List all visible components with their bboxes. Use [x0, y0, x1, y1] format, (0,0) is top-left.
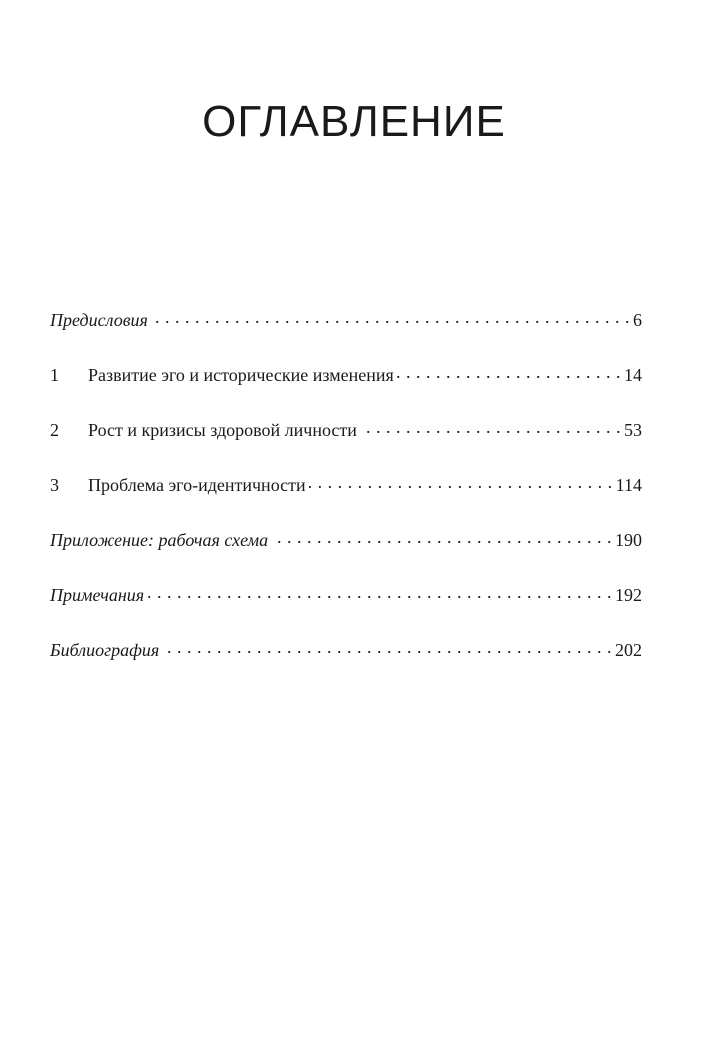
toc-entry-page: 114 — [615, 475, 642, 495]
toc-entry-number: 1 — [50, 365, 59, 385]
dot-leader — [162, 637, 612, 657]
toc-heading: ОГЛАВЛЕНИЕ — [202, 97, 506, 146]
dot-leader — [360, 417, 621, 437]
toc-entry-number: 2 — [50, 420, 59, 440]
toc-entry-page: 190 — [615, 530, 642, 550]
toc-entry-page: 14 — [624, 365, 642, 385]
toc-entry-chapter-1 — [50, 355, 642, 410]
toc-entry-chapter-3 — [50, 465, 642, 520]
dot-leader — [147, 582, 612, 602]
toc-entry-number: 3 — [50, 475, 59, 495]
toc-entry-page: 53 — [624, 420, 642, 440]
toc-entry-title: Приложение: рабочая схема — [50, 530, 269, 550]
dot-leader — [271, 527, 612, 547]
toc-entry-page: 202 — [615, 640, 642, 660]
toc-entry-title: Рост и кризисы здоровой личности — [88, 420, 357, 440]
toc-entry-title: Развитие эго и исторические изменения — [88, 365, 394, 385]
dot-leader — [151, 307, 630, 327]
dot-leader — [397, 362, 621, 382]
toc-list — [50, 300, 642, 685]
toc-entry-title: Примечания — [50, 585, 145, 605]
toc-entry-title: Предисловия — [50, 310, 148, 330]
dot-leader — [309, 472, 613, 492]
toc-entry-title: Проблема эго-идентичности — [88, 475, 306, 495]
toc-entry-bibliography — [50, 630, 642, 685]
toc-entry-appendix — [50, 520, 642, 575]
toc-entry-page: 6 — [633, 310, 642, 330]
toc-entry-page: 192 — [615, 585, 642, 605]
toc-entry-notes — [50, 575, 642, 630]
toc-entry-prefaces — [50, 300, 642, 355]
toc-entry-title: Библиография — [50, 640, 160, 660]
toc-entry-chapter-2 — [50, 410, 642, 465]
